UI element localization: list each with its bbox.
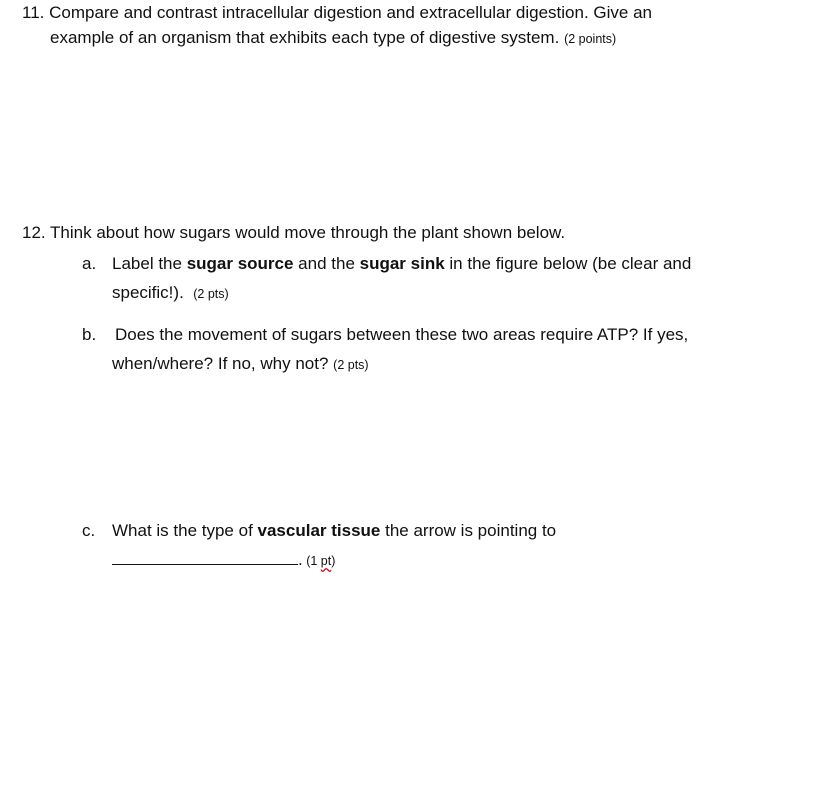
vascular-tissue-term: vascular tissue <box>257 521 381 540</box>
question-11-text: example of an organism that exhibits each type of digestive system. <box>50 28 560 47</box>
sugar-source-term: sugar source <box>186 254 294 273</box>
question-12c-letter: c. <box>82 521 96 540</box>
question-12c <box>82 516 782 576</box>
question-11 <box>22 0 802 52</box>
question-11-line-1: 11. Compare and contrast intracellular digestion and extracellular digestion. Give an <box>22 3 652 22</box>
question-12c-line-2 <box>112 545 782 576</box>
question-12a-points: (2 pts) <box>193 287 229 301</box>
question-12a-line-1 <box>112 249 782 278</box>
question-12a <box>82 249 782 309</box>
question-12c-body <box>112 516 782 576</box>
question-12a-text-3: in the figure below (be clear and <box>444 254 692 273</box>
question-12c-points-close: ) <box>331 554 336 568</box>
question-12a-body <box>112 249 782 309</box>
question-12c-period: . <box>298 550 303 569</box>
question-12c-text-1: What is the type of <box>112 521 258 540</box>
question-12a-text-2: and the <box>293 254 360 273</box>
question-12a-text-1: Label the <box>112 254 187 273</box>
question-12b-line-2 <box>112 349 782 380</box>
question-12b <box>82 320 782 380</box>
question-11-points: (2 points) <box>564 32 617 46</box>
question-12b-body <box>112 320 782 380</box>
question-12b-points: (2 pts) <box>333 358 369 372</box>
answer-blank[interactable] <box>112 547 298 565</box>
question-12c-points-open: (1 <box>302 554 321 568</box>
question-12b-letter: b. <box>82 325 97 344</box>
sugar-sink-term: sugar sink <box>359 254 445 273</box>
question-12b-line-1: Does the movement of sugars between these two areas require ATP? If yes, <box>115 325 689 344</box>
question-12b-text-2: when/where? If no, why not? <box>112 354 329 373</box>
question-12-intro-text: 12. Think about how sugars would move through the plant shown below. <box>22 223 566 242</box>
question-12c-line-1 <box>112 516 782 545</box>
question-12c-points-word: pt <box>320 554 332 568</box>
question-12c-text-2: the arrow is pointing to <box>380 521 557 540</box>
question-12a-text-4: specific!). <box>112 283 184 302</box>
question-11-line-2 <box>22 25 802 52</box>
question-12a-line-2 <box>112 278 782 309</box>
question-12a-letter: a. <box>82 254 97 273</box>
question-12-intro <box>22 220 802 245</box>
